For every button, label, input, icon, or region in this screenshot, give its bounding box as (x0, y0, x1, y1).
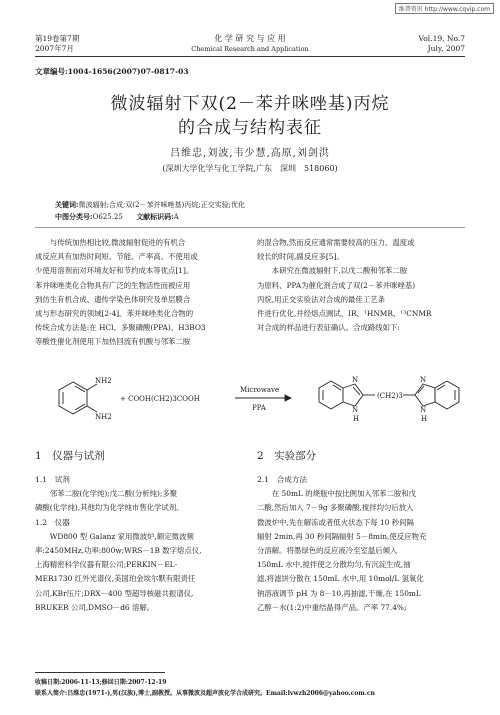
product-n-right: N (420, 376, 427, 384)
header-volume-cn: 第19卷第7期 (35, 34, 80, 43)
keywords-text: 微波辐射;合成;双(2－苯并咪唑基)丙烷;正交实验;优化 (78, 201, 245, 209)
section-2 (257, 448, 465, 615)
arrow-label-bottom: PPA (252, 404, 266, 412)
subsection-2-1-title: 2.1 合成方法 (257, 475, 308, 484)
header-journal (150, 34, 350, 54)
product-h-left: H (353, 415, 360, 423)
section-2-title: 2 实验部分 (257, 450, 317, 462)
header-right (419, 34, 465, 54)
body-line: 辐射 2min,再 30 秒间隔辐射 5－8min,使反应物充 (257, 531, 427, 541)
subsection-1-2-title: 1.2 仪器 (35, 517, 70, 527)
footnote-rule (35, 672, 165, 673)
product-h-right: H (421, 415, 428, 423)
footnote-author-info: 联系人简介:吕维忠(1971-),男(汉族),博士,副教授。从事微波及超声波化学合成研究。Email:lvwzh2006@yahoo.com.cn (35, 690, 375, 697)
journal-name-en: Chemical Research and Application (191, 45, 309, 53)
intro-line: 为原料、PPA为催化剂合成了双(2－苯并咪唑基) (257, 280, 416, 290)
diacid-reagent: + COOH(CH2)3COOH (120, 395, 200, 403)
intro-line: 件进行优化,并经熔点测试、IR、¹HNMR、¹³CNMR (257, 309, 432, 319)
header-date-en: July, 2007 (427, 44, 465, 53)
intro-line: 较长的时间,副反应多[5]。 (257, 252, 344, 262)
body-line: 微波炉中,先在解冻或者低火状态下每 10 秒间隔 (257, 517, 414, 527)
body-line: 磷酸(化学纯),其他均为化学纯市售化学试剂。 (35, 503, 184, 513)
article-number: 文章编号:1004-1656(2007)07-0817-03 (35, 67, 189, 76)
footnote-received: 收稿日期:2006-11-13;修回日期:2007-12-19 (35, 679, 167, 686)
arrow-label-top: Microwave (240, 386, 280, 394)
intro-left-column (35, 236, 240, 350)
abstract-rule (35, 227, 465, 228)
intro-line: 丙烷,用正交实验法对合成的最佳工艺条 (257, 294, 385, 304)
keywords (55, 200, 245, 210)
body-line: 公司,KBr压片;DRX－400 型超导核磁共振谱仪, (35, 588, 194, 598)
reaction-scheme (35, 368, 465, 440)
affiliation: (深圳大学化学与化工学院,广东 深圳 518060) (162, 164, 338, 173)
intro-line: 对合成的样品进行表征确认。合成路线如下: (257, 323, 400, 333)
header-volume-en: Vol.19, No.7 (418, 34, 465, 43)
intro-line: 成反应具有加热时间短、节能、产率高、不使用或 (35, 252, 198, 262)
intro-line: 的混合物,然而反应通常需要较高的压力、温度或 (257, 238, 415, 247)
amine-label-top: NH2 (95, 377, 112, 385)
product-nh-right: N (420, 406, 427, 414)
body-line: BRUKER 公司,DMSO－d6 溶解。 (35, 602, 155, 612)
source-stamp: 维普资讯 http://www.cqvip.com (395, 3, 494, 14)
subsection-1-1-title: 1.1 试剂 (35, 475, 70, 484)
header-date-cn: 2007年7月 (35, 44, 74, 53)
title-line-1: 微波辐射下双(2－苯并咪唑基)丙烷 (110, 94, 390, 114)
clc-label: 中图分类号: (55, 212, 93, 221)
product-chain: (CH2)3 (377, 392, 403, 400)
body-line: 150mL 水中,搅拌使之分散均匀,有沉淀生成,抽 (257, 560, 411, 570)
keywords-label: 关键词: (55, 200, 79, 209)
body-line: WD800 型 Galanz 家用微波炉,额定微波频 (49, 531, 194, 541)
title-line-2: 的合成与结构表征 (178, 118, 322, 138)
intro-line: 本研究在微波辐射下,以戊二酸和邻苯二胺 (271, 266, 408, 276)
body-line: 滤,将滤饼分散在 150mL 水中,用 10mol/L 氢氧化 (257, 574, 424, 584)
body-line: 分溶解。将墨绿色的反应液冷至室温后倾入 (257, 546, 398, 556)
intro-line: 传统合成方法是:在 HCl、多聚磷酸(PPA)、H3BO3 (35, 323, 206, 333)
body-line: 在 50mL 的烧瓶中按比例加入邻苯二胺和戊 (271, 489, 417, 499)
classification (55, 212, 179, 222)
intro-line: 与传统加热相比较,微波辐射促进的有机合 (49, 238, 186, 247)
intro-line: 苯并咪唑类化合物具有广泛的生物活性而被应用 (35, 280, 191, 290)
body-line: 钠溶液调节 pH 为 8－10,再抽滤,干燥,在 150mL (257, 588, 421, 598)
section-1 (35, 448, 240, 615)
intro-line: 等酸性催化剂使用下加热回流有机酸与邻苯二胺 (35, 337, 191, 347)
amine-label-bottom: NH2 (95, 413, 112, 421)
header-rule (35, 56, 465, 57)
body-line: MER1730 红外光谱仪,美国珀金埃尔默有限责任 (35, 574, 196, 584)
body-line: 上海精密科学仪器有限公司;PERKIN－EL- (35, 560, 178, 570)
body-line: 乙醇－水(1:2)中重结晶得产品。产率 77.4%; (257, 602, 407, 612)
intro-line: 少使用溶剂而对环境友好和节约成本等优点[1]。 (35, 266, 194, 276)
intro-right-column (257, 236, 465, 335)
clc-code: O625.25 (92, 213, 123, 221)
intro-line: 到仿生有机合成、遗传学染色体研究及单层膜合 (35, 294, 191, 304)
header-left (35, 34, 79, 54)
product-nh-left: N (352, 406, 359, 414)
journal-name-cn: 化 学 研 究 与 应 用 (214, 34, 286, 43)
body-line: 邻苯二胺(化学纯);戊二酸(分析纯);多聚 (49, 489, 178, 499)
body-line: 率:2450MHz,功率:800w;WRS－1B 数字熔点仪, (35, 546, 202, 556)
doc-code: A (173, 213, 179, 221)
authors: 吕维忠,刘波,韦少慧,高原,刘剑洪 (170, 148, 330, 159)
intro-line: 成与形态研究的领域[2-4]。苯并咪唑类化合物的 (35, 309, 194, 319)
product-n-left: N (352, 376, 359, 384)
doc-label: 文献标识码: (136, 212, 174, 221)
body-line: 二酸,然后加入 7－9g 多聚磷酸,搅拌均匀后放入 (257, 503, 414, 513)
section-1-title: 1 仪器与试剂 (35, 450, 105, 462)
